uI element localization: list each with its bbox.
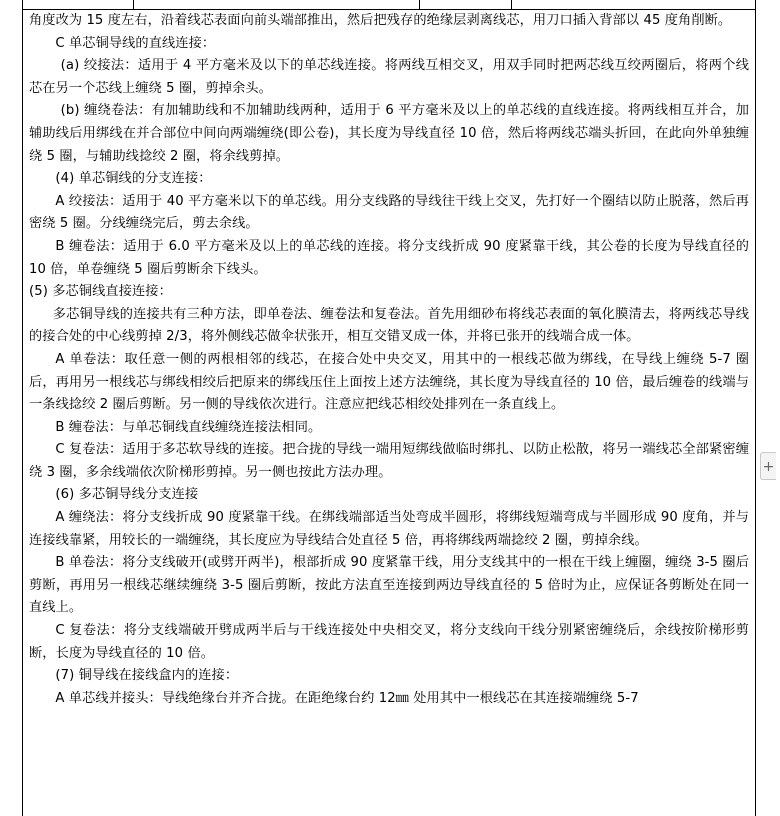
paragraph: A 单卷法：取任意一侧的两根相邻的线芯，在接合处中央交叉，用其中的一根线芯做为绑线，在导线上缠绕 5-7 圈后，再用另一根线芯与绑线相绞后把原来的绑线压住上面按上述方法缠绕，其长度为导线直径的 10 倍，最后缠卷的线端与一条线捻绞 2 圈后剪断。另一侧的导线依次进行。注意应把线芯相绞处排列在一条直线上。 (29, 351, 749, 413)
document-body (29, 10, 749, 710)
paragraph: (4) 单芯铜线的分支连接： (55, 171, 212, 187)
table-cell-divider (511, 0, 512, 9)
document-page (22, 0, 756, 816)
paragraph: A 单芯线并接头：导线绝缘台并齐合拢。在距绝缘台约 12㎜ 处用其中一根线芯在其连接端缠绕 5-7 (55, 690, 639, 706)
table-cell-divider (419, 0, 420, 9)
paragraph: B 缠卷法：适用于 6.0 平方毫米及以上的单芯线的连接。将分支线折成 90 度紧靠干线，其公卷的长度为导线直径的 10 倍，单卷缠绕 5 圈后剪断余下线头。 (29, 238, 749, 277)
paragraph: C 复卷法：适用于多芯软导线的连接。把合拢的导线一端用短绑线做临时绑扎、以防止松散，将另一端线芯全部紧密缠绕 3 圈，多余线端依次阶梯形剪掉。另一侧也按此方法办理。 (29, 442, 749, 480)
paragraph: A 缠绕法：将分支线折成 90 度紧靠干线。在绑线端部适当处弯成半圆形，将绑线短端弯成与半圆形成 90 度角，并与连接线靠紧，用较长的一端缠绕，其长度应为导线结合处直径 5 倍，再将绑线两端捻绞 2 圈，剪掉余线。 (29, 510, 749, 548)
paragraph: (a) 绞接法：适用于 4 平方毫米及以下的单芯线连接。将两线互相交叉，用双手同时把两芯线互绞两圈后，将两个线芯在另一个芯线上缠绕 5 圈，剪掉余头。 (29, 58, 749, 96)
table-cell-divider (133, 0, 134, 9)
paragraph: 角度改为 15 度左右，沿着线芯表面向前头端部推出，然后把残存的绝缘层剥离线芯，用刀口插入背部以 45 度角削断。 (29, 13, 732, 28)
paragraph: (b) 缠绕卷法：有加辅助线和不加辅助线两种，适用于 6 平方毫米及以上的单芯线的直线连接。将两线相互并合，加辅助线后用绑线在并合部位中间向两端缠绕(即公卷)，其长度为导线直径 10 倍，然后将两线芯端头折回，在此向外单独缠绕 5 圈，与辅助线捻绞 2 圈，将余线剪掉。 (29, 103, 749, 164)
add-icon[interactable]: + (760, 452, 776, 480)
paragraph: B 单卷法：将分支线破开(或劈开两半)，根部折成 90 度紧靠干线，用分支线其中的一根在干线上缠圈，缠绕 3-5 圈后剪断，再用另一根线芯继续缠绕 3-5 圈后剪断，按此方法直至连接到两边导线直径的 5 倍时为止，应保证各剪断处在同一直线上。 (29, 555, 749, 616)
section-heading: (6) 多芯铜导线分支连接 (55, 487, 199, 503)
paragraph: A 绞接法：适用于 40 平方毫米以下的单芯线。用分支线路的导线往干线上交叉，先打好一个圈结以防止脱落，然后再密绕 5 圈。分线缠绕完后，剪去余线。 (29, 193, 749, 232)
paragraph: C 单芯铜导线的直线连接： (55, 35, 216, 51)
paragraph: 多芯铜导线的连接共有三种方法，即单卷法、缠卷法和复卷法。首先用细砂布将线芯表面的氧化膜清去，将两线芯导线的接合处的中心线剪掉 2/3，将外侧线芯做伞状张开，相互交错叉成一体，并将已张开的线端合成一体。 (29, 306, 749, 345)
paragraph: C 复卷法：将分支线端破开劈成两半后与干线连接处中央相交叉，将分支线向干线分别紧密缠绕后，余线按阶梯形剪断，长度为导线直径的 10 倍。 (29, 623, 749, 661)
paragraph: B 缠卷法：与单芯铜线直线缠绕连接法相同。 (55, 419, 322, 435)
section-heading: (7) 铜导线在接线盒内的连接： (55, 668, 239, 684)
section-heading: (5) 多芯铜线直接连接： (29, 284, 172, 300)
